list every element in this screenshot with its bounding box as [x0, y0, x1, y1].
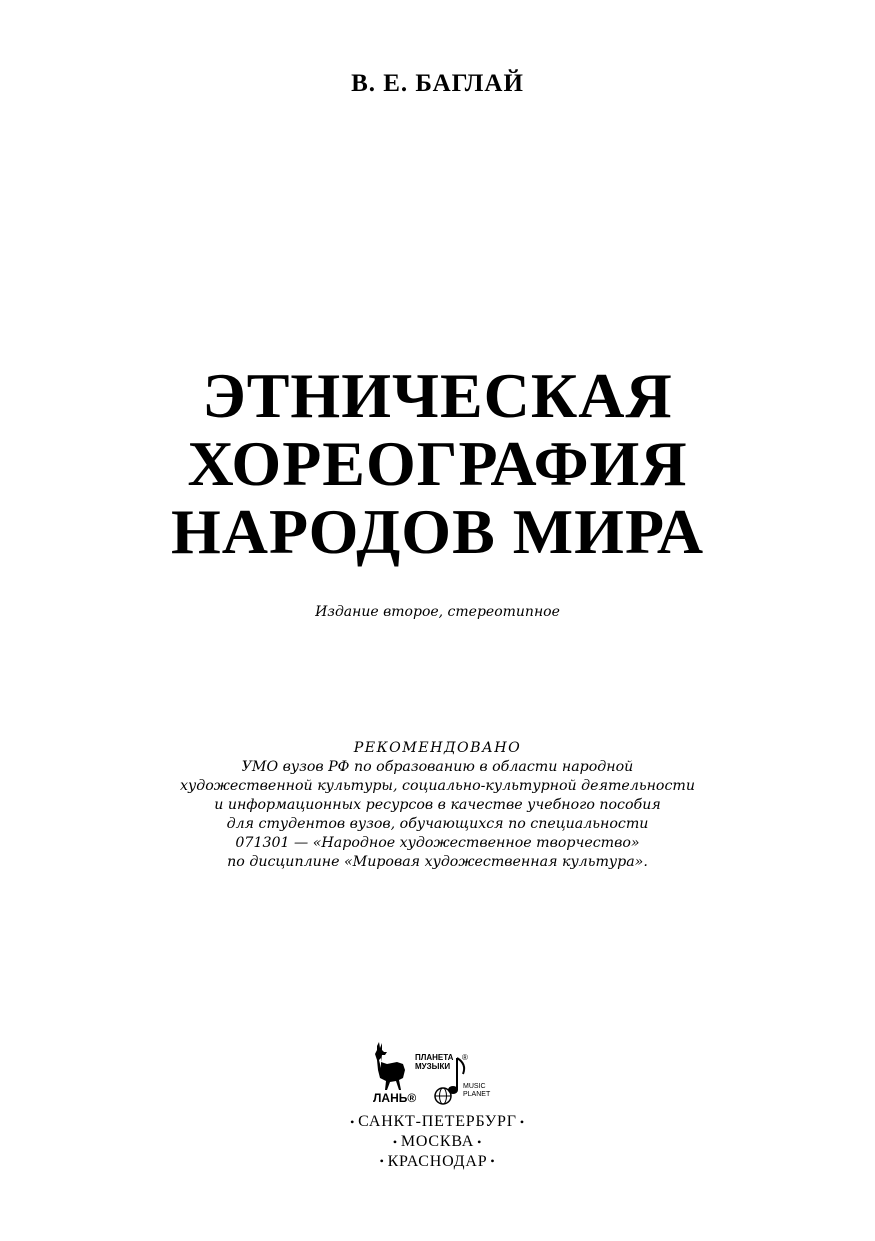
- recommendation-line: для студентов вузов, обучающихся по специальности: [226, 816, 649, 832]
- edition-note: Издание второе, стереотипное: [315, 604, 560, 620]
- separator-dot: •: [490, 1154, 496, 1169]
- separator-dot: •: [379, 1154, 385, 1169]
- registered-mark: ®: [462, 1053, 468, 1062]
- separator-dot: •: [519, 1114, 525, 1129]
- city-name: КРАСНОДАР: [387, 1152, 488, 1170]
- publisher-logo-graphic: [365, 1040, 505, 1110]
- author-name: В. Е. БАГЛАЙ: [351, 70, 524, 97]
- title-line: ХОРЕОГРАФИЯ: [187, 428, 688, 499]
- city-line: [0, 1112, 875, 1132]
- city-line: [0, 1132, 875, 1152]
- city-name: САНКТ-ПЕТЕРБУРГ: [358, 1113, 517, 1130]
- recommendation-line: УМО вузов РФ по образованию в области народной: [241, 759, 634, 775]
- recommendation-heading: РЕКОМЕНДОВАНО: [353, 740, 522, 756]
- title-line: ЭТНИЧЕСКАЯ: [202, 360, 673, 431]
- planet-logo-text: ПЛАНЕТА: [415, 1053, 454, 1062]
- city-name: МОСКВА: [400, 1132, 475, 1150]
- publisher-cities: [0, 1112, 875, 1171]
- music-note-icon: [448, 1058, 464, 1094]
- title-line: НАРОДОВ МИРА: [170, 496, 705, 567]
- globe-icon: [435, 1088, 451, 1104]
- separator-dot: •: [392, 1134, 398, 1149]
- planet-logo-text: МУЗЫКИ: [415, 1062, 451, 1071]
- recommendation-line: и информационных ресурсов в качестве учебного пособия: [214, 797, 661, 813]
- recommendation-block: [0, 739, 875, 872]
- separator-dot: •: [477, 1134, 483, 1149]
- publisher-logos: [365, 1040, 505, 1110]
- separator-dot: •: [350, 1114, 356, 1129]
- lan-logo-text: ЛАНЬ®: [373, 1091, 417, 1105]
- recommendation-line: по дисциплине «Мировая художественная культура».: [227, 854, 648, 870]
- recommendation-line: художественной культуры, социально-культурной деятельности: [179, 778, 695, 794]
- planet-logo-text-en: PLANET: [463, 1091, 491, 1098]
- book-title: [0, 362, 875, 566]
- deer-icon: [375, 1042, 405, 1090]
- recommendation-line: 071301 — «Народное художественное творчество»: [235, 835, 640, 851]
- planet-logo-text-en: MUSIC: [463, 1083, 486, 1090]
- city-line: [0, 1152, 875, 1172]
